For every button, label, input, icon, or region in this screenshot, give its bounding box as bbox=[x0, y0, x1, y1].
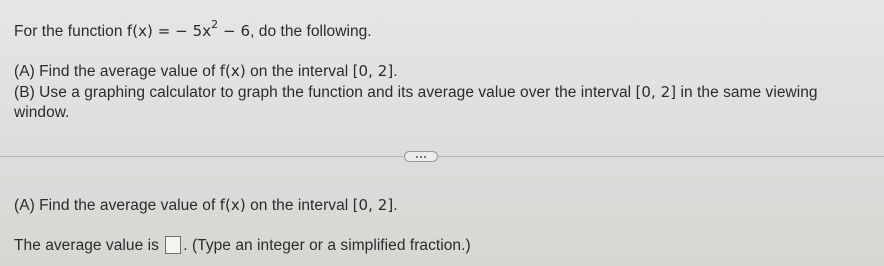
question-part-b-line1 bbox=[14, 82, 818, 103]
part-a-middle: on the interval bbox=[250, 63, 349, 80]
function-expression bbox=[126, 18, 251, 40]
part-a-prefix: (A) Find the average value of bbox=[14, 63, 216, 80]
part-b-interval: [0, 2] bbox=[635, 83, 677, 101]
expand-more-button[interactable] bbox=[404, 151, 438, 162]
part-b-suffix: in the same viewing bbox=[680, 84, 818, 101]
ellipsis-icon bbox=[416, 156, 418, 158]
work-part-a-middle: on the interval bbox=[250, 197, 349, 214]
answer-prefix: The average value is bbox=[14, 237, 159, 254]
part-a-period: . bbox=[393, 63, 398, 80]
work-part-a-period: . bbox=[393, 197, 398, 214]
part-b-line2: window. bbox=[14, 104, 70, 121]
ellipsis-dot bbox=[424, 156, 426, 158]
intro-suffix: , do the following. bbox=[250, 23, 372, 40]
work-part-a-function: f(x) bbox=[219, 196, 246, 214]
part-a-function: f(x) bbox=[219, 62, 246, 80]
work-part-a-interval: [0, 2] bbox=[352, 196, 394, 214]
average-value-input[interactable] bbox=[165, 236, 181, 254]
section-divider bbox=[0, 156, 884, 157]
intro-prefix: For the function bbox=[14, 23, 123, 40]
function-lhs: f(x) = − 5x bbox=[126, 22, 212, 40]
ellipsis-dot bbox=[420, 156, 422, 158]
answer-suffix: . (Type an integer or a simplified fraction.) bbox=[183, 237, 471, 254]
function-rhs: − 6 bbox=[218, 22, 251, 40]
answer-line bbox=[14, 236, 471, 256]
question-part-a bbox=[14, 61, 398, 82]
question-intro bbox=[14, 18, 372, 42]
work-part-a-prefix: (A) Find the average value of bbox=[14, 197, 216, 214]
work-part-a bbox=[14, 195, 398, 216]
function-exponent: 2 bbox=[211, 18, 219, 31]
part-a-interval: [0, 2] bbox=[352, 62, 394, 80]
question-part-b-line2 bbox=[14, 103, 70, 123]
part-b-prefix: (B) Use a graphing calculator to graph the function and its average value over the interval bbox=[14, 84, 632, 101]
